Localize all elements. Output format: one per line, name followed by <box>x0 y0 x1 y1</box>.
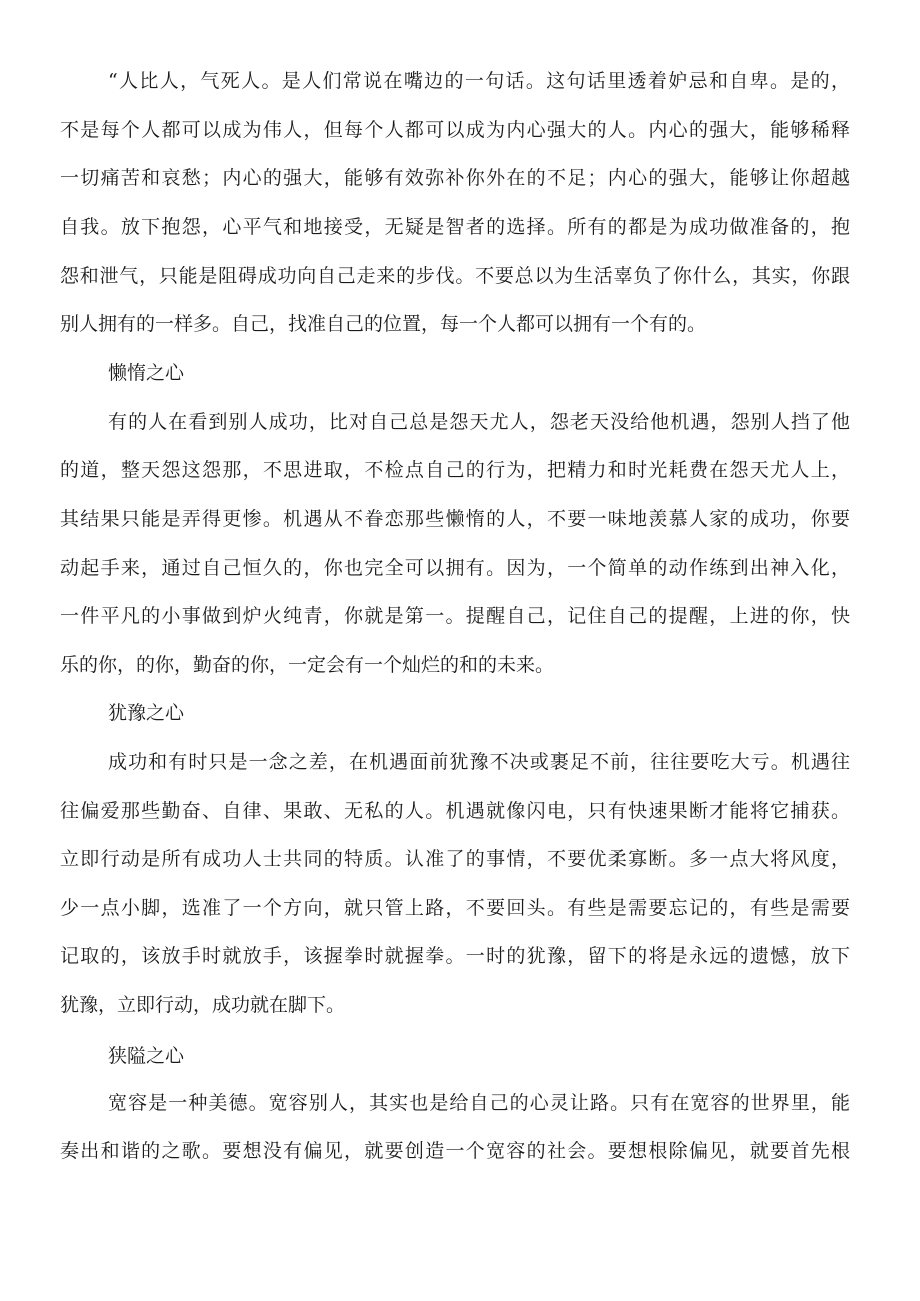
paragraph-4-line-1: 宽容是一种美德。宽容别人，其实也是给自己的心灵让路。只有在宽容的世界里，能 <box>108 1092 850 1114</box>
paragraph-2-line-1: 有的人在看到别人成功，比对自己总是怨天尤人，怨老天没给他机遇，怨别人挡了他 <box>108 411 850 433</box>
paragraph-1-line-4: 自我。放下抱怨，心平气和地接受，无疑是智者的选择。所有的都是为成功做准备的，抱 <box>60 216 850 238</box>
paragraph-1-line-5: 怨和泄气，只能是阻碍成功向自己走来的步伐。不要总以为生活辜负了你什么，其实，你跟 <box>60 265 850 287</box>
paragraph-2-line-6: 乐的你，的你，勤奋的你，一定会有一个灿烂的和的未来。 <box>60 654 555 676</box>
paragraph-2-line-4: 动起手来，通过自己恒久的，你也完全可以拥有。因为，一个简单的动作练到出神入化， <box>60 557 850 579</box>
paragraph-3-line-1: 成功和有时只是一念之差，在机遇面前犹豫不决或裹足不前，往往要吃大亏。机遇往 <box>108 751 850 773</box>
section-heading-hesitation: 犹豫之心 <box>108 702 185 724</box>
paragraph-2-line-2: 的道，整天怨这怨那，不思进取，不检点自己的行为，把精力和时光耗费在怨天尤人上， <box>60 459 850 481</box>
paragraph-3-line-6: 犹豫，立即行动，成功就在脚下。 <box>60 994 346 1016</box>
paragraph-1-line-1: “人比人，气死人。是人们常说在嘴边的一句话。这句话里透着妒忌和自卑。是的， <box>108 70 850 92</box>
paragraph-2-line-3: 其结果只能是弄得更惨。机遇从不眷恋那些懒惰的人，不要一味地羡慕人家的成功，你要 <box>60 508 850 530</box>
paragraph-1-line-3: 一切痛苦和哀愁；内心的强大，能够有效弥补你外在的不足；内心的强大，能够让你超越 <box>60 167 850 189</box>
paragraph-4-line-2: 奏出和谐的之歌。要想没有偏见，就要创造一个宽容的社会。要想根除偏见，就要首先根 <box>60 1140 850 1162</box>
section-heading-narrow-mindedness: 狭隘之心 <box>108 1045 185 1067</box>
paragraph-3-line-4: 少一点小脚，选准了一个方向，就只管上路，不要回头。有些是需要忘记的，有些是需要 <box>60 897 850 919</box>
paragraph-2-line-5: 一件平凡的小事做到炉火纯青，你就是第一。提醒自己，记住自己的提醒，上进的你，快 <box>60 605 850 627</box>
paragraph-3-line-5: 记取的，该放手时就放手，该握拳时就握拳。一时的犹豫，留下的将是永远的遗憾，放下 <box>60 945 850 967</box>
section-heading-laziness: 懒惰之心 <box>108 362 185 384</box>
paragraph-1-line-6: 别人拥有的一样多。自己，找准自己的位置，每一个人都可以拥有一个有的。 <box>60 313 707 335</box>
paragraph-3-line-3: 立即行动是所有成功人士共同的特质。认准了的事情，不要优柔寡断。多一点大将风度， <box>60 848 850 870</box>
paragraph-1-line-2: 不是每个人都可以成为伟人，但每个人都可以成为内心强大的人。内心的强大，能够稀释 <box>60 119 850 141</box>
paragraph-3-line-2: 往偏爱那些勤奋、自律、果敢、无私的人。机遇就像闪电，只有快速果断才能将它捕获。 <box>60 800 850 822</box>
